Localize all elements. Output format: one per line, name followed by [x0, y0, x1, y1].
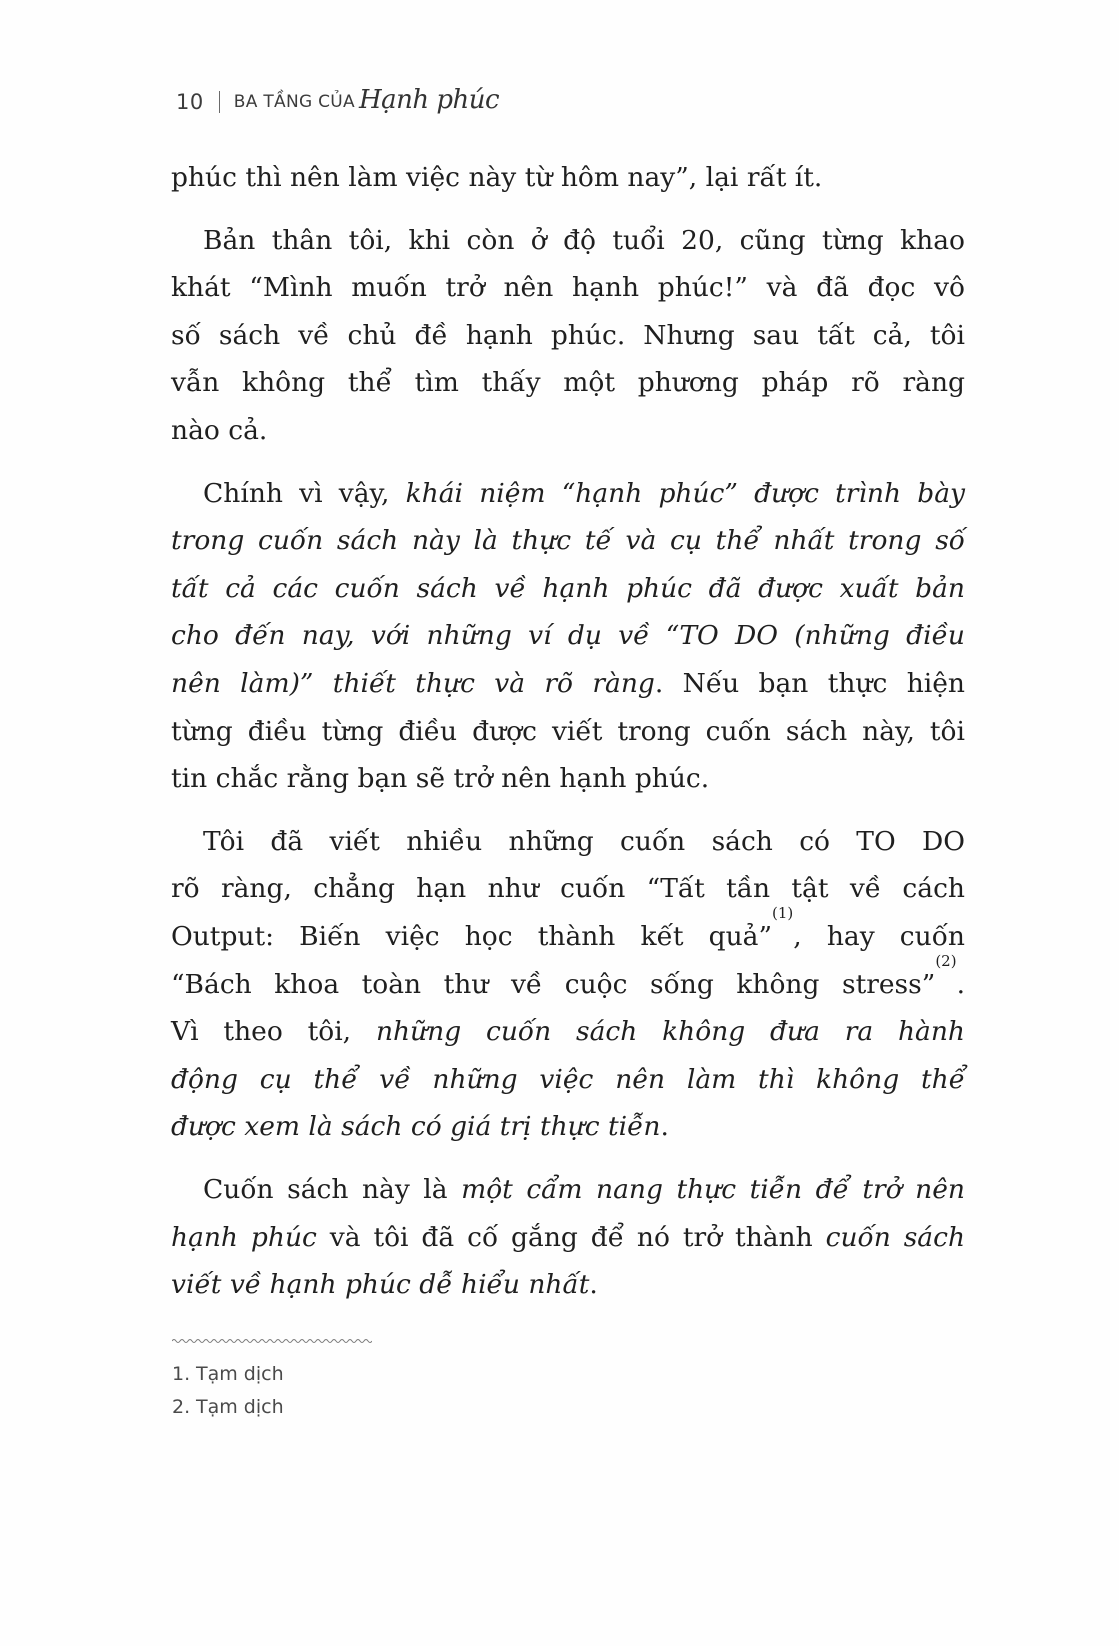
text-line [171, 268, 965, 308]
footnote-text: Tạm dịch [196, 1363, 284, 1385]
text-line [171, 363, 965, 403]
text-run: Cuốn sách này là [203, 1174, 462, 1205]
text-line [171, 411, 965, 451]
text-line [171, 158, 965, 198]
emphasis-text: cuốn sách [825, 1221, 966, 1253]
footnote-text: Tạm dịch [196, 1396, 284, 1418]
text-line [171, 1012, 965, 1052]
text-line [171, 951, 965, 1005]
footnote-separator [172, 1337, 372, 1345]
text-run: vẫn không thể tìm thấy một phương pháp rõ ràng [171, 367, 965, 399]
text-run: . [956, 968, 965, 1000]
text-run: Chính vì vậy, [203, 477, 406, 509]
text-run: nào cả. [171, 415, 268, 446]
text-line [171, 1218, 965, 1258]
text-run: , hay cuốn [793, 921, 965, 952]
footnote-number: 2. [172, 1396, 191, 1418]
text-line [171, 1107, 965, 1147]
text-run: rõ ràng, chẳng hạn như cuốn “Tất tần tật về cách [171, 873, 965, 905]
header-divider [219, 91, 220, 113]
text-line [171, 569, 965, 609]
text-line [171, 759, 965, 799]
text-run: Vì theo tôi, [171, 1016, 376, 1048]
text-line [171, 869, 965, 909]
emphasis-text: trong cuốn sách này là thực tế và cụ thể nhất trong số [171, 525, 965, 557]
text-run: tin chắc rằng bạn sẽ trở nên hạnh phúc. [171, 763, 710, 795]
emphasis-text: khái niệm “hạnh phúc” được trình bày [405, 477, 965, 509]
footnote-number: 1. [172, 1363, 191, 1385]
text-run: từng điều từng điều được viết trong cuốn sách này, tôi [171, 715, 965, 747]
footnote-ref: (2) [935, 951, 957, 970]
text-run: “Bách khoa toàn thư về cuộc sống không stress” [171, 968, 936, 1000]
text-line [171, 521, 965, 561]
book-title-script: Hạnh phúc [358, 85, 500, 115]
emphasis-text: một cẩm nang thực tiễn để trở nên [461, 1174, 965, 1205]
emphasis-text: hạnh phúc [171, 1221, 317, 1253]
emphasis-text: nên làm)” thiết thực và rõ ràng [171, 668, 655, 699]
text-run: Output: Biến việc học thành kết quả” [171, 921, 773, 952]
text-line [171, 712, 965, 752]
emphasis-text: tất cả các cuốn sách về hạnh phúc đã được xuất bản [171, 572, 965, 604]
text-run: . Nếu bạn thực hiện [654, 668, 965, 699]
text-line [171, 664, 965, 704]
emphasis-text: động cụ thể về những việc nên làm thì không thể [171, 1063, 965, 1095]
emphasis-text: viết về hạnh phúc dễ hiểu nhất [171, 1269, 590, 1301]
book-title-caps: BA TẦNG CỦA [233, 92, 355, 112]
text-line [171, 316, 965, 356]
text-run: Tôi đã viết nhiều những cuốn sách có TO DO [203, 825, 965, 857]
emphasis-text: được xem là sách có giá trị thực tiễn [171, 1111, 661, 1143]
emphasis-text: những cuốn sách không đưa ra hành [375, 1016, 965, 1048]
footnote-item [172, 1393, 284, 1421]
emphasis-text: cho đến nay, với những ví dụ về “TO DO (những điều [171, 620, 965, 652]
text-line [203, 1170, 965, 1210]
text-line [203, 474, 965, 514]
text-line [203, 221, 965, 261]
text-run: . [589, 1269, 598, 1301]
page-number: 10 [176, 90, 204, 114]
text-run: khát “Mình muốn trở nên hạnh phúc!” và đã đọc vô [171, 272, 965, 304]
text-run: số sách về chủ đề hạnh phúc. Nhưng sau tất cả, tôi [171, 319, 965, 351]
footnote-item [172, 1360, 284, 1388]
running-header [176, 82, 499, 122]
text-line [171, 616, 965, 656]
text-run: và tôi đã cố gắng để nó trở thành [316, 1221, 826, 1253]
text-run: Bản thân tôi, khi còn ở độ tuổi 20, cũng từng khao [203, 224, 965, 256]
text-run: phúc thì nên làm việc này từ hôm nay”, lại rất ít. [171, 162, 823, 193]
text-run: . [660, 1111, 669, 1143]
text-line [171, 1265, 965, 1305]
text-line [171, 904, 965, 957]
text-line [203, 822, 965, 862]
footnote-ref: (1) [772, 904, 794, 922]
text-line [171, 1060, 965, 1100]
